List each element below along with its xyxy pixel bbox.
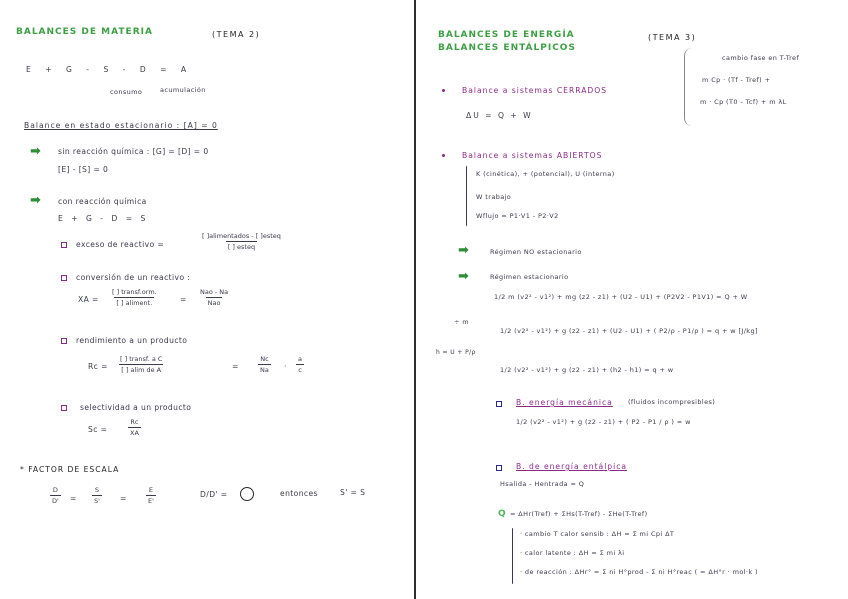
sel-den: XA — [130, 429, 139, 437]
con-reaccion-line: con reacción química — [58, 197, 147, 206]
du-equation: ΔU = Q + W — [466, 111, 533, 120]
no-estacionario-line: Régimen NO estacionario — [490, 248, 582, 256]
bullet-icon — [442, 154, 445, 157]
reaction-heat-line: · de reacción : ΔHr° = Σ ni H°prod - Σ ni H°reac ( = ΔH°r · mol·k ) — [520, 568, 758, 576]
exceso-denominator: [ ] esteq — [227, 243, 256, 251]
square-bullet-icon — [496, 401, 502, 407]
equals-sign: = — [120, 494, 127, 503]
arrow-icon: ➡ — [458, 269, 469, 284]
hsalida-equation: Hsalida - Hentrada = Q — [500, 480, 585, 488]
conv-num-1: [ ] transf.orm. — [112, 288, 157, 296]
q-equation: = ΔHr(Tref) + ΣHs(T-Tref) - ΣHe(T-Tref) — [510, 510, 648, 518]
conv-den-1: [ ] aliment. — [116, 299, 153, 307]
q-symbol: Q — [498, 509, 507, 519]
entonces-label: entonces — [280, 489, 318, 498]
latent-heat-line: · calor latente : ΔH = Σ mi λi — [520, 549, 625, 557]
arrow-icon: ➡ — [30, 144, 41, 159]
abiertos-heading: Balance a sistemas ABIERTOS — [462, 151, 603, 160]
divide-m-label: ÷ m — [454, 318, 470, 326]
note-line-2: m Cp · (Tf - Tref) + — [702, 76, 771, 84]
energy-equation-d: 1/2 (v2² - v1²) + g (z2 - z1) + ( P2 - P1 / ρ ) = w — [516, 418, 691, 426]
rend-den-2: Na — [260, 366, 269, 374]
square-bullet-icon — [496, 465, 502, 471]
entalpica-heading: B. de energía entálpica — [516, 462, 628, 471]
right-tema: (TEMA 3) — [648, 33, 697, 42]
mass-equation-2: E + G - D = S — [58, 214, 149, 223]
note-line-1: cambio fase en T-Tref — [722, 54, 800, 62]
mass-balance-equation: E + G - S - D = A — [26, 65, 193, 74]
fe-s: S — [94, 486, 100, 494]
equals-sign: = — [70, 494, 77, 503]
fe-e2: E' — [148, 497, 154, 505]
consumo-label: consumo — [110, 88, 143, 96]
times-sign: · — [284, 362, 287, 371]
energy-equation-a: 1/2 m (v2² - v1²) + mg (z2 - z1) + (U2 - U1) + (P2V2 - P1V1) = Q + W — [494, 293, 748, 301]
e-minus-s-line: [E] - [S] = 0 — [58, 165, 109, 174]
arrow-icon: ➡ — [458, 243, 469, 258]
acumulacion-label: acumulación — [160, 86, 206, 94]
k-line: K (cinética), + (potencial), U (interna) — [476, 170, 615, 178]
sel-num: Rc — [130, 418, 139, 426]
enthalpy-bracket — [512, 528, 513, 584]
cerrados-heading: Balance a sistemas CERRADOS — [462, 86, 608, 95]
energy-equation-c: 1/2 (v2² - v1²) + g (z2 - z1) + (h2 - h1) = q + w — [500, 366, 674, 374]
fluidos-note: (fluidos incompresibles) — [628, 398, 716, 406]
rend-den-3: c — [298, 366, 302, 374]
w-flujo-line: Wflujo = P1·V1 - P2·V2 — [476, 212, 559, 220]
estacionario-line: Balance en estado estacionario : [A] = 0 — [24, 121, 218, 130]
conv-den-2: Nao — [207, 299, 221, 307]
fe-s2: S' — [94, 497, 100, 505]
sin-reaccion-line: sin reacción química : [G] = [D] = 0 — [58, 147, 209, 156]
right-title-2: BALANCES ENTÁLPICOS — [438, 43, 576, 53]
abiertos-bracket — [466, 166, 467, 226]
fe-e: E — [148, 486, 153, 494]
rendimiento-label: rendimiento a un producto — [76, 336, 188, 345]
estacionario-line: Régimen estacionario — [490, 273, 569, 281]
right-title-1: BALANCES DE ENERGÍA — [438, 30, 575, 40]
mecanica-heading: B. energía mecánica — [516, 398, 613, 407]
fe-d2: D' — [52, 497, 59, 505]
sc-symbol: Sc = — [88, 425, 108, 434]
left-tema: (TEMA 2) — [212, 30, 261, 39]
sensible-heat-line: · cambio T calor sensib : ΔH = Σ mi Cpi ΔT — [520, 530, 675, 538]
exceso-numerator: [ ]alimentados - [ ]esteq — [202, 232, 281, 240]
note-line-3: m · Cp (T0 - Tcf) + m λL — [700, 98, 787, 106]
fe-tail: D/D' = — [200, 490, 228, 499]
rend-den-1: [ ] alim de A — [121, 366, 162, 374]
arrow-icon: ➡ — [30, 193, 41, 208]
rend-num-3: a — [298, 355, 302, 363]
w-trabajo-line: W trabajo — [476, 193, 512, 201]
rend-num-1: [ ] transf. a C — [120, 355, 163, 363]
equals-sign: = — [232, 362, 239, 371]
selectividad-label: selectividad a un producto — [80, 403, 192, 412]
exceso-label: exceso de reactivo = — [76, 240, 165, 249]
fe-d: D — [52, 486, 58, 494]
s-prime-equation: S' = S — [340, 488, 366, 497]
rend-num-2: Nc — [260, 355, 269, 363]
xa-symbol: XA = — [78, 295, 99, 304]
factor-title: * FACTOR DE ESCALA — [20, 465, 120, 474]
energy-equation-b: 1/2 (v2² - v1²) + g (z2 - z1) + (U2 - U1) + ( P2/ρ - P1/ρ ) = q + w [J/kg] — [500, 327, 758, 335]
conversion-label: conversión de un reactivo : — [76, 273, 191, 282]
enthalpy-definition: h = U + P/ρ — [436, 349, 476, 356]
bullet-icon — [442, 89, 445, 92]
equals-sign: = — [180, 295, 187, 304]
conv-num-2: Nao - Na — [200, 288, 229, 296]
rc-symbol: Rc = — [88, 362, 108, 371]
left-title: BALANCES DE MATERIA — [16, 27, 153, 37]
